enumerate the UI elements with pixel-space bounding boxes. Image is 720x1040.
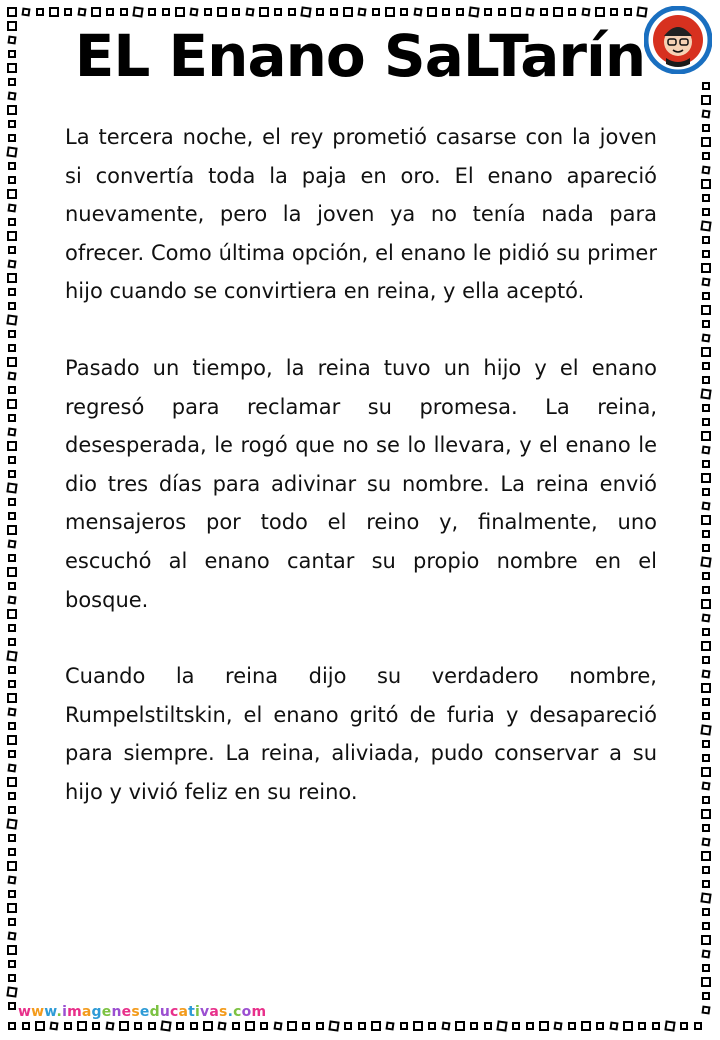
page-title: EL Enano SaLTarín [74,22,646,90]
paragraph-1: La tercera noche, el rey prometió casarse con la joven si convertía toda la paja en oro. El enano apareció nuevamente, pero la joven ya no tenía nada para ofrecer. Como última opción, el enano le pidió su primer hijo cuando se convirtiera en reina, y ella aceptó. [65,125,657,304]
watermark-link[interactable] [18,1004,266,1020]
paragraph-3: Cuando la reina dijo su verdadero nombre, Rumpelstiltskin, el enano gritó de furia y desapareció para siempre. La reina, aliviada, pudo conservar a su hijo y vivió feliz en su reino. [65,664,657,804]
story-text [65,118,657,850]
watermark-text: www.imageneseducativas.com [18,1004,267,1020]
paragraph-2: Pasado un tiempo, la reina tuvo un hijo y el enano regresó para reclamar su promesa. La reina, desesperada, le rogó que no se lo llevara, y el enano le dio tres días para adivinar su nombre. La reina envió mensajeros por todo el reino y, finalmente, uno escuchó al enano cantar su propio nombre en el bosque. [65,355,657,612]
